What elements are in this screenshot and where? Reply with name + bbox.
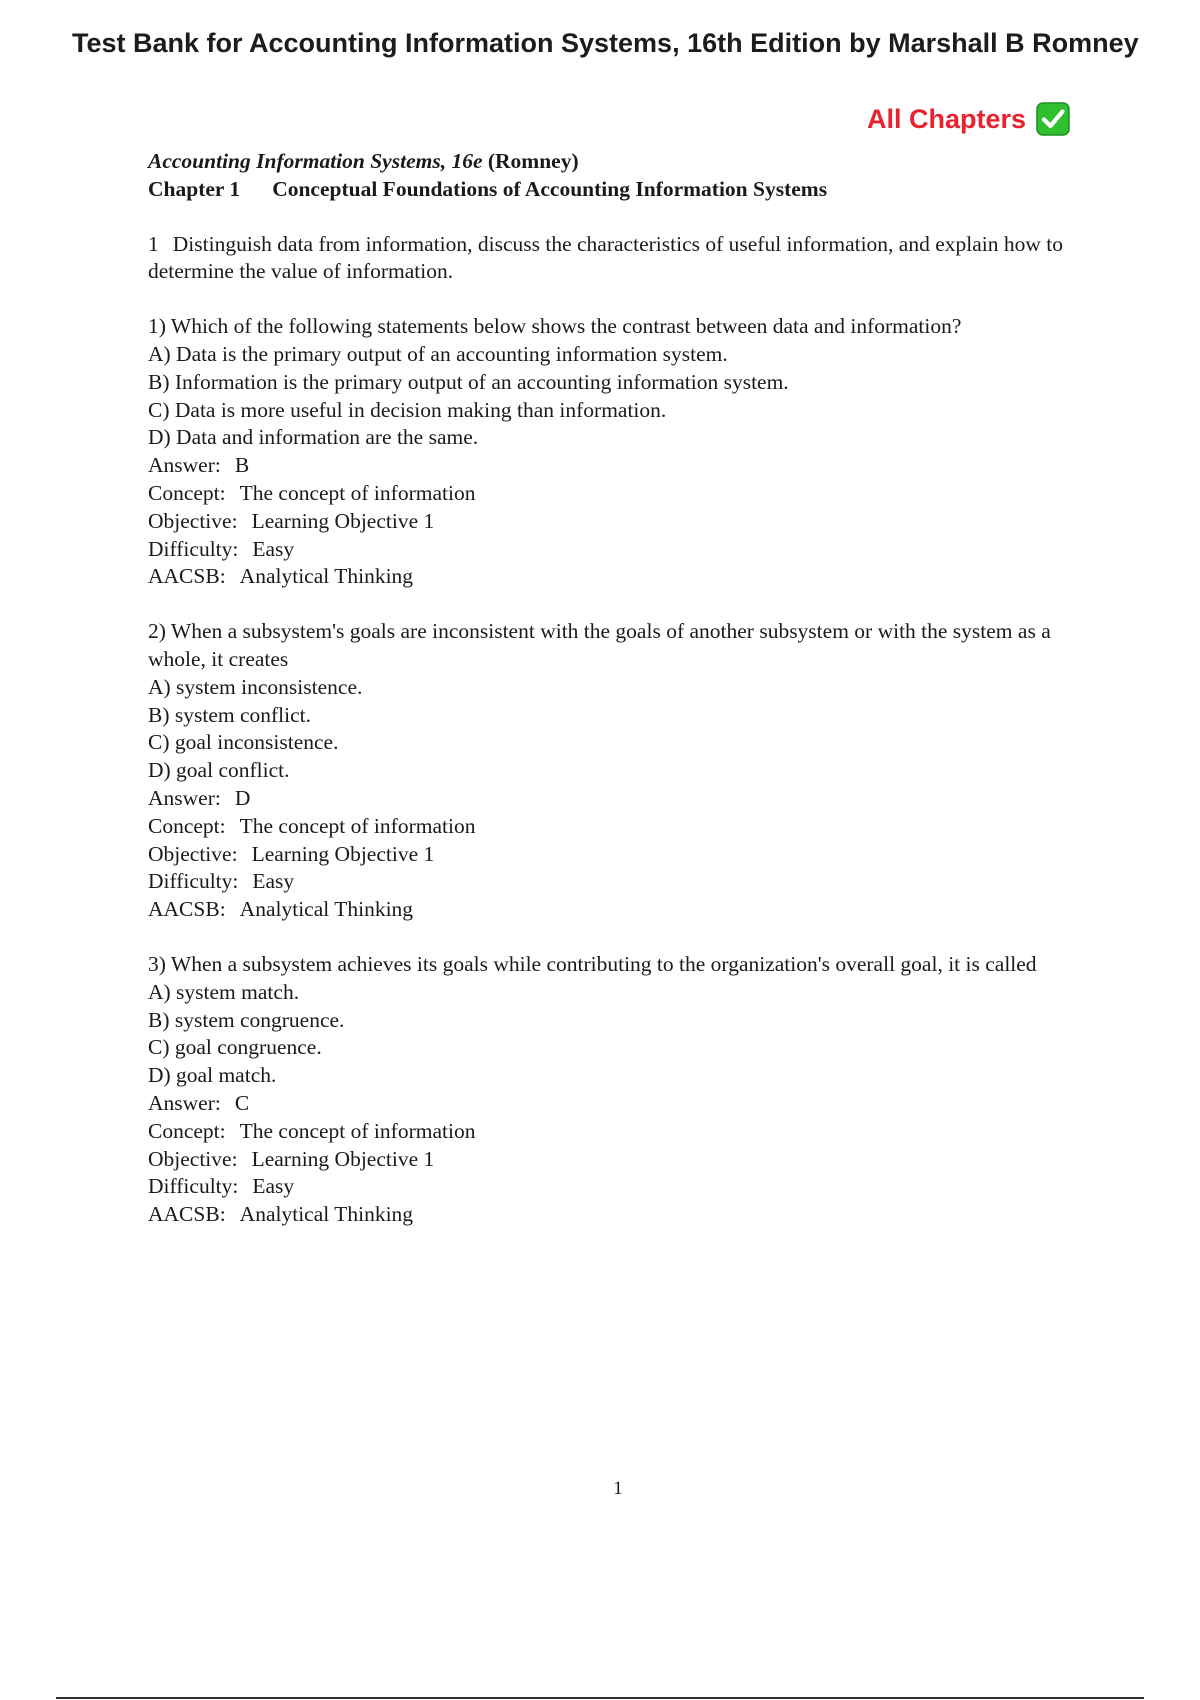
answer-option: C) Data is more useful in decision making than information. [148, 397, 667, 422]
meta-concept-label: Concept: [148, 813, 226, 838]
meta-difficulty-value: Easy [252, 536, 295, 561]
meta-answer-value: B [234, 453, 250, 478]
meta-aacsb-row [148, 1201, 1108, 1229]
meta-objective-row [148, 508, 1108, 536]
meta-difficulty-value: Easy [252, 869, 295, 894]
meta-objective-value: Learning Objective 1 [251, 1146, 435, 1171]
answer-option: C) goal inconsistence. [148, 730, 339, 755]
meta-difficulty-label: Difficulty: [148, 536, 239, 561]
objective-number: 1 [148, 231, 159, 256]
meta-concept-value: The concept of information [239, 813, 476, 838]
meta-difficulty-row [148, 1173, 1108, 1201]
meta-difficulty-row [148, 536, 1108, 564]
learning-objective [148, 231, 1108, 287]
meta-concept-row [148, 813, 1108, 841]
meta-answer-label: Answer: [148, 1090, 221, 1115]
meta-aacsb-value: Analytical Thinking [239, 1202, 414, 1227]
meta-concept-label: Concept: [148, 1118, 226, 1143]
chapter-heading [148, 176, 1108, 204]
meta-difficulty-row [148, 868, 1108, 896]
chapter-title: Conceptual Foundations of Accounting Information Systems [272, 176, 828, 201]
meta-objective-label: Objective: [148, 841, 238, 866]
check-mark-icon [1036, 102, 1070, 136]
question-list [148, 313, 1108, 1229]
book-name: Accounting Information Systems, 16e [148, 149, 483, 173]
meta-answer-value: D [234, 785, 251, 810]
meta-aacsb-row [148, 896, 1108, 924]
meta-aacsb-value: Analytical Thinking [239, 897, 414, 922]
question-block [148, 313, 1108, 591]
meta-answer-row [148, 1090, 1108, 1118]
meta-answer-label: Answer: [148, 785, 221, 810]
answer-option: D) goal conflict. [148, 758, 290, 783]
meta-concept-label: Concept: [148, 480, 226, 505]
meta-concept-row [148, 1118, 1108, 1146]
meta-aacsb-value: Analytical Thinking [239, 564, 414, 589]
test-bank-page [148, 148, 1108, 1229]
meta-objective-value: Learning Objective 1 [251, 508, 435, 533]
meta-objective-row [148, 841, 1108, 869]
book-heading [148, 148, 1108, 176]
meta-answer-row [148, 785, 1108, 813]
meta-aacsb-label: AACSB: [148, 1202, 226, 1227]
meta-concept-value: The concept of information [239, 1118, 476, 1143]
meta-concept-value: The concept of information [239, 480, 476, 505]
footer-divider [56, 1697, 1144, 1699]
objective-text: Distinguish data from information, discuss the characteristics of useful information, and explain how to determine the value of information. [148, 231, 1064, 284]
page-number: 1 [613, 1478, 623, 1499]
meta-aacsb-label: AACSB: [148, 564, 226, 589]
answer-option: D) goal match. [148, 1063, 277, 1088]
answer-option: A) system match. [148, 979, 300, 1004]
book-author: (Romney) [487, 149, 579, 173]
meta-objective-row [148, 1146, 1108, 1174]
answer-option: C) goal congruence. [148, 1035, 322, 1060]
meta-difficulty-label: Difficulty: [148, 869, 239, 894]
meta-difficulty-value: Easy [252, 1174, 295, 1199]
answer-option: B) system conflict. [148, 702, 312, 727]
question-stem: 1) Which of the following statements below shows the contrast between data and information? [148, 314, 962, 339]
meta-concept-row [148, 480, 1108, 508]
question-stem: 3) When a subsystem achieves its goals while contributing to the organization's overall goal, it is called [148, 951, 1037, 976]
meta-aacsb-label: AACSB: [148, 897, 226, 922]
all-chapters-badge [867, 102, 1070, 136]
all-chapters-label: All Chapters [866, 103, 1026, 134]
banner-title: Test Bank for Accounting Information Systems, 16th Edition by Marshall B Romney [72, 28, 1139, 58]
question-stem: 2) When a subsystem's goals are inconsistent with the goals of another subsystem or with the system as a whole, it creates [148, 619, 1051, 671]
chapter-label: Chapter 1 [148, 176, 241, 201]
meta-objective-value: Learning Objective 1 [251, 841, 435, 866]
answer-option: D) Data and information are the same. [148, 425, 479, 450]
answer-option: B) Information is the primary output of an accounting information system. [148, 369, 789, 394]
answer-option: B) system congruence. [148, 1007, 345, 1032]
meta-difficulty-label: Difficulty: [148, 1174, 239, 1199]
meta-answer-label: Answer: [148, 453, 221, 478]
answer-option: A) Data is the primary output of an accounting information system. [148, 341, 728, 366]
answer-option: A) system inconsistence. [148, 674, 363, 699]
meta-answer-row [148, 452, 1108, 480]
meta-objective-label: Objective: [148, 508, 238, 533]
question-block [148, 951, 1108, 1229]
meta-answer-value: C [234, 1090, 250, 1115]
question-block [148, 618, 1108, 924]
meta-objective-label: Objective: [148, 1146, 238, 1171]
meta-aacsb-row [148, 563, 1108, 591]
